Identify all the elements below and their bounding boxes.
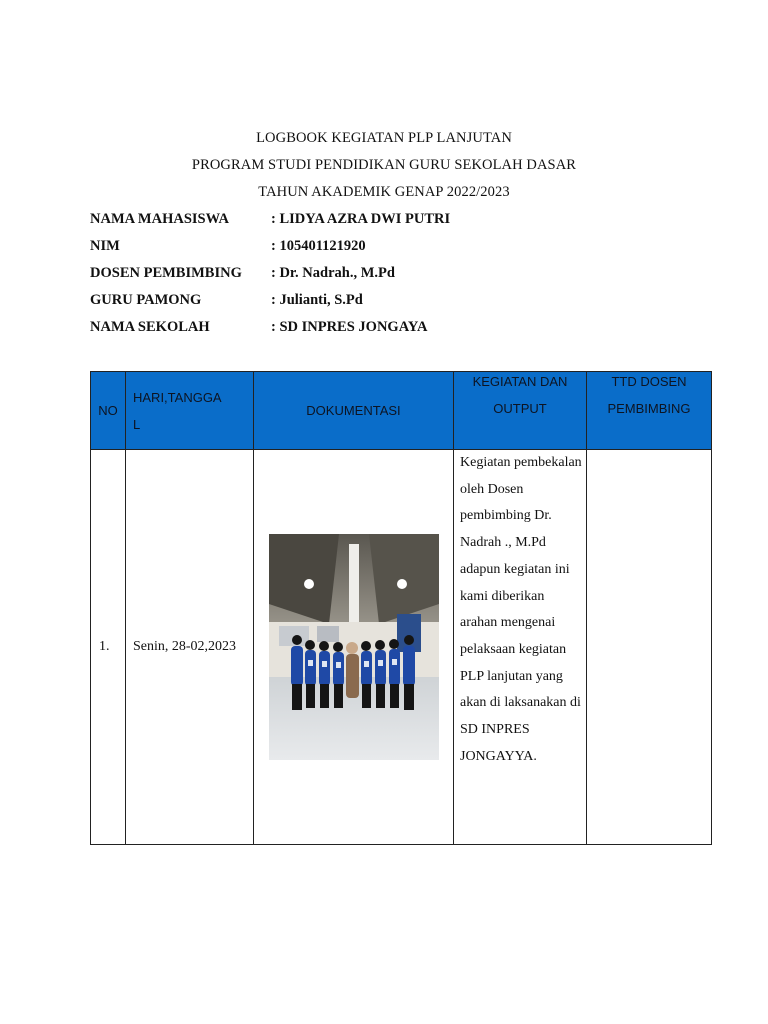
row-number: 1. (91, 450, 126, 845)
header-activity-output: KEGIATAN DAN OUTPUT (454, 372, 587, 450)
info-label: NIM (90, 238, 120, 254)
info-value: : LIDYA AZRA DWI PUTRI (271, 211, 451, 227)
info-label: GURU PAMONG (90, 292, 202, 308)
header-supervisor-signature: TTD DOSEN PEMBIMBING (587, 372, 712, 450)
row-date: Senin, 28-02,2023 (126, 450, 254, 845)
title-line-2: PROGRAM STUDI PENDIDIKAN GURU SEKOLAH DASAR (191, 157, 577, 173)
info-label: NAMA SEKOLAH (90, 319, 210, 335)
info-value: : SD INPRES JONGAYA (271, 319, 428, 335)
documentation-photo (269, 534, 439, 760)
title-line-3: TAHUN AKADEMIK GENAP 2022/2023 (258, 184, 510, 200)
info-value: : 105401121920 (271, 238, 366, 254)
info-label: DOSEN PEMBIMBING (90, 265, 242, 281)
info-value: : Dr. Nadrah., M.Pd (271, 265, 395, 281)
header-date: HARI,TANGGA L (126, 372, 254, 450)
row-activity-output: Kegiatan pembekalan oleh Dosen pembimbing Dr. Nadrah ., M.Pd adapun kegiatan ini kami diberikan arahan mengenai pelaksaan kegiatan PLP lanjutan yang akan di laksanakan di SD INPRES JONGAYYA. (454, 450, 587, 845)
info-label: NAMA MAHASISWA (90, 211, 229, 227)
table-header-row (91, 372, 712, 450)
logbook-table (90, 371, 712, 845)
title-line-1: LOGBOOK KEGIATAN PLP LANJUTAN (256, 130, 512, 146)
row-documentation (254, 450, 454, 845)
row-supervisor-signature (587, 450, 712, 845)
info-value: : Julianti, S.Pd (271, 292, 363, 308)
header-no: NO (91, 372, 126, 450)
header-documentation: DOKUMENTASI (254, 372, 454, 450)
table-row (91, 450, 712, 845)
